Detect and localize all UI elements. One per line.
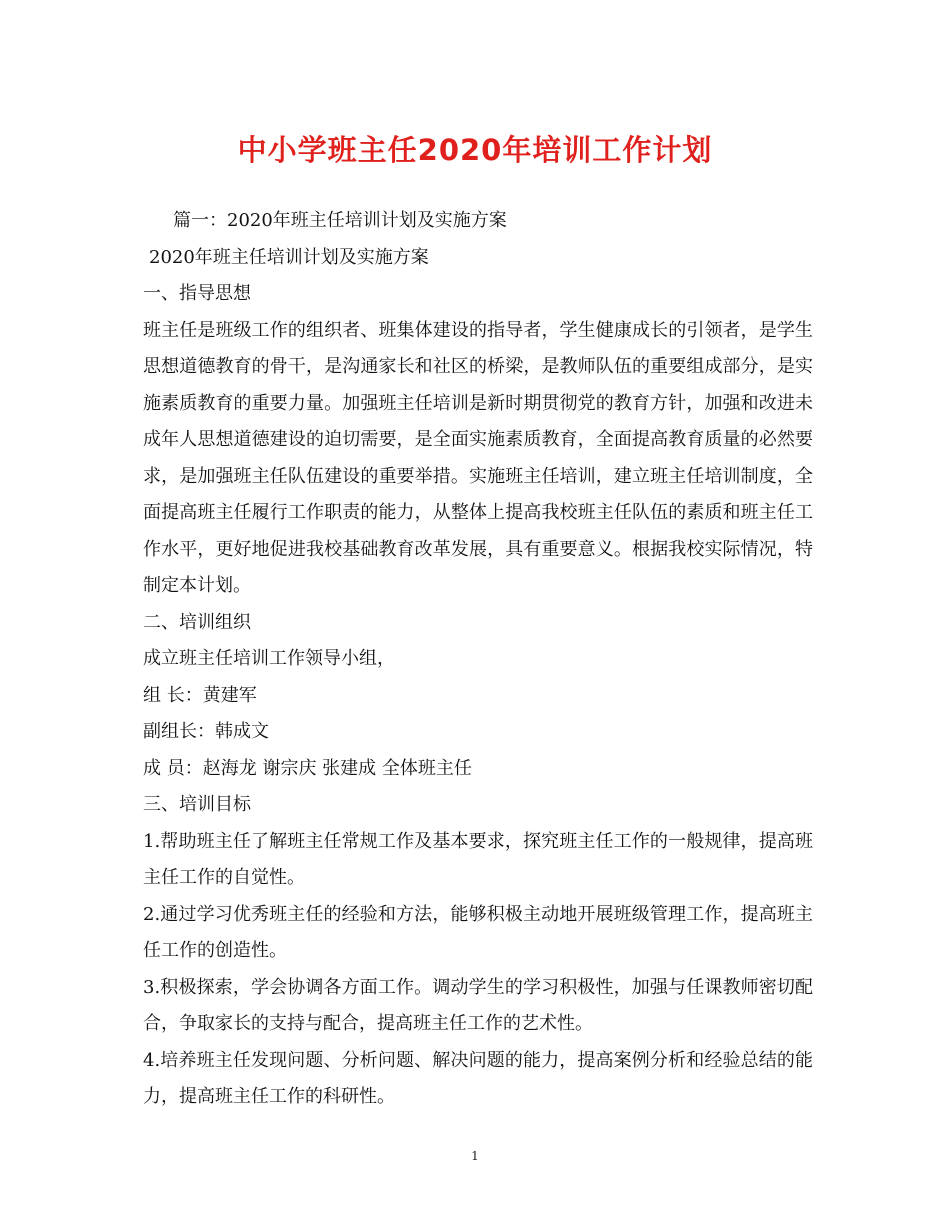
org-leader: 组 长：黄建军 bbox=[143, 684, 257, 706]
page-number: 1 bbox=[471, 1149, 479, 1163]
paragraph-guiding-thought: 班主任是班级工作的组织者、班集体建设的指导者，学生健康成长的引领者，是学生思想道德教育的骨干，是沟通家长和社区的桥梁，是教师队伍的重要组成部分，是实施素质教育的重要力量。加强班主任培训是新时期贯彻党的教育方针，加强和改进未成年人思想道德建设的迫切需要，是全面实施素质教育，全面提高教育质量的必然要求，是加强班主任队伍建设的重要举措。实施班主任培训，建立班主任培训制度，全面提高班主任履行工作职责的能力，从整体上提高我校班主任队伍的素质和班主任工作水平，更好地促进我校基础教育改革发展，具有重要意义。根据我校实际情况，特制定本计划。 bbox=[143, 319, 813, 596]
goal-item-2: 2.通过学习优秀班主任的经验和方法，能够积极主动地开展班级管理工作，提高班主任工作的创造性。 bbox=[143, 903, 813, 961]
plan-heading: 2020年班主任培训计划及实施方案 bbox=[149, 246, 429, 268]
document-body bbox=[143, 203, 813, 1116]
section-heading-1: 篇一：2020年班主任培训计划及实施方案 bbox=[173, 210, 507, 231]
org-line-1: 成立班主任培训工作领导小组， bbox=[143, 648, 395, 669]
goal-item-1: 1.帮助班主任了解班主任常规工作及基本要求，探究班主任工作的一般规律，提高班主任工作的自觉性。 bbox=[143, 830, 813, 888]
goal-item-3: 3.积极探索，学会协调各方面工作。调动学生的学习积极性，加强与任课教师密切配合，争取家长的支持与配合，提高班主任工作的艺术性。 bbox=[143, 976, 813, 1034]
org-deputy: 副组长：韩成文 bbox=[143, 721, 269, 742]
org-members: 成 员：赵海龙 谢宗庆 张建成 全体班主任 bbox=[143, 757, 472, 779]
document-title: 中小学班主任2020年培训工作计划 bbox=[237, 133, 713, 167]
heading-guiding-thought: 一、指导思想 bbox=[143, 283, 251, 304]
goal-item-4: 4.培养班主任发现问题、分析问题、解决问题的能力，提高案例分析和经验总结的能力，提高班主任工作的科研性。 bbox=[143, 1049, 813, 1107]
heading-goals: 三、培训目标 bbox=[143, 794, 251, 815]
heading-organization: 二、培训组织 bbox=[143, 611, 251, 633]
